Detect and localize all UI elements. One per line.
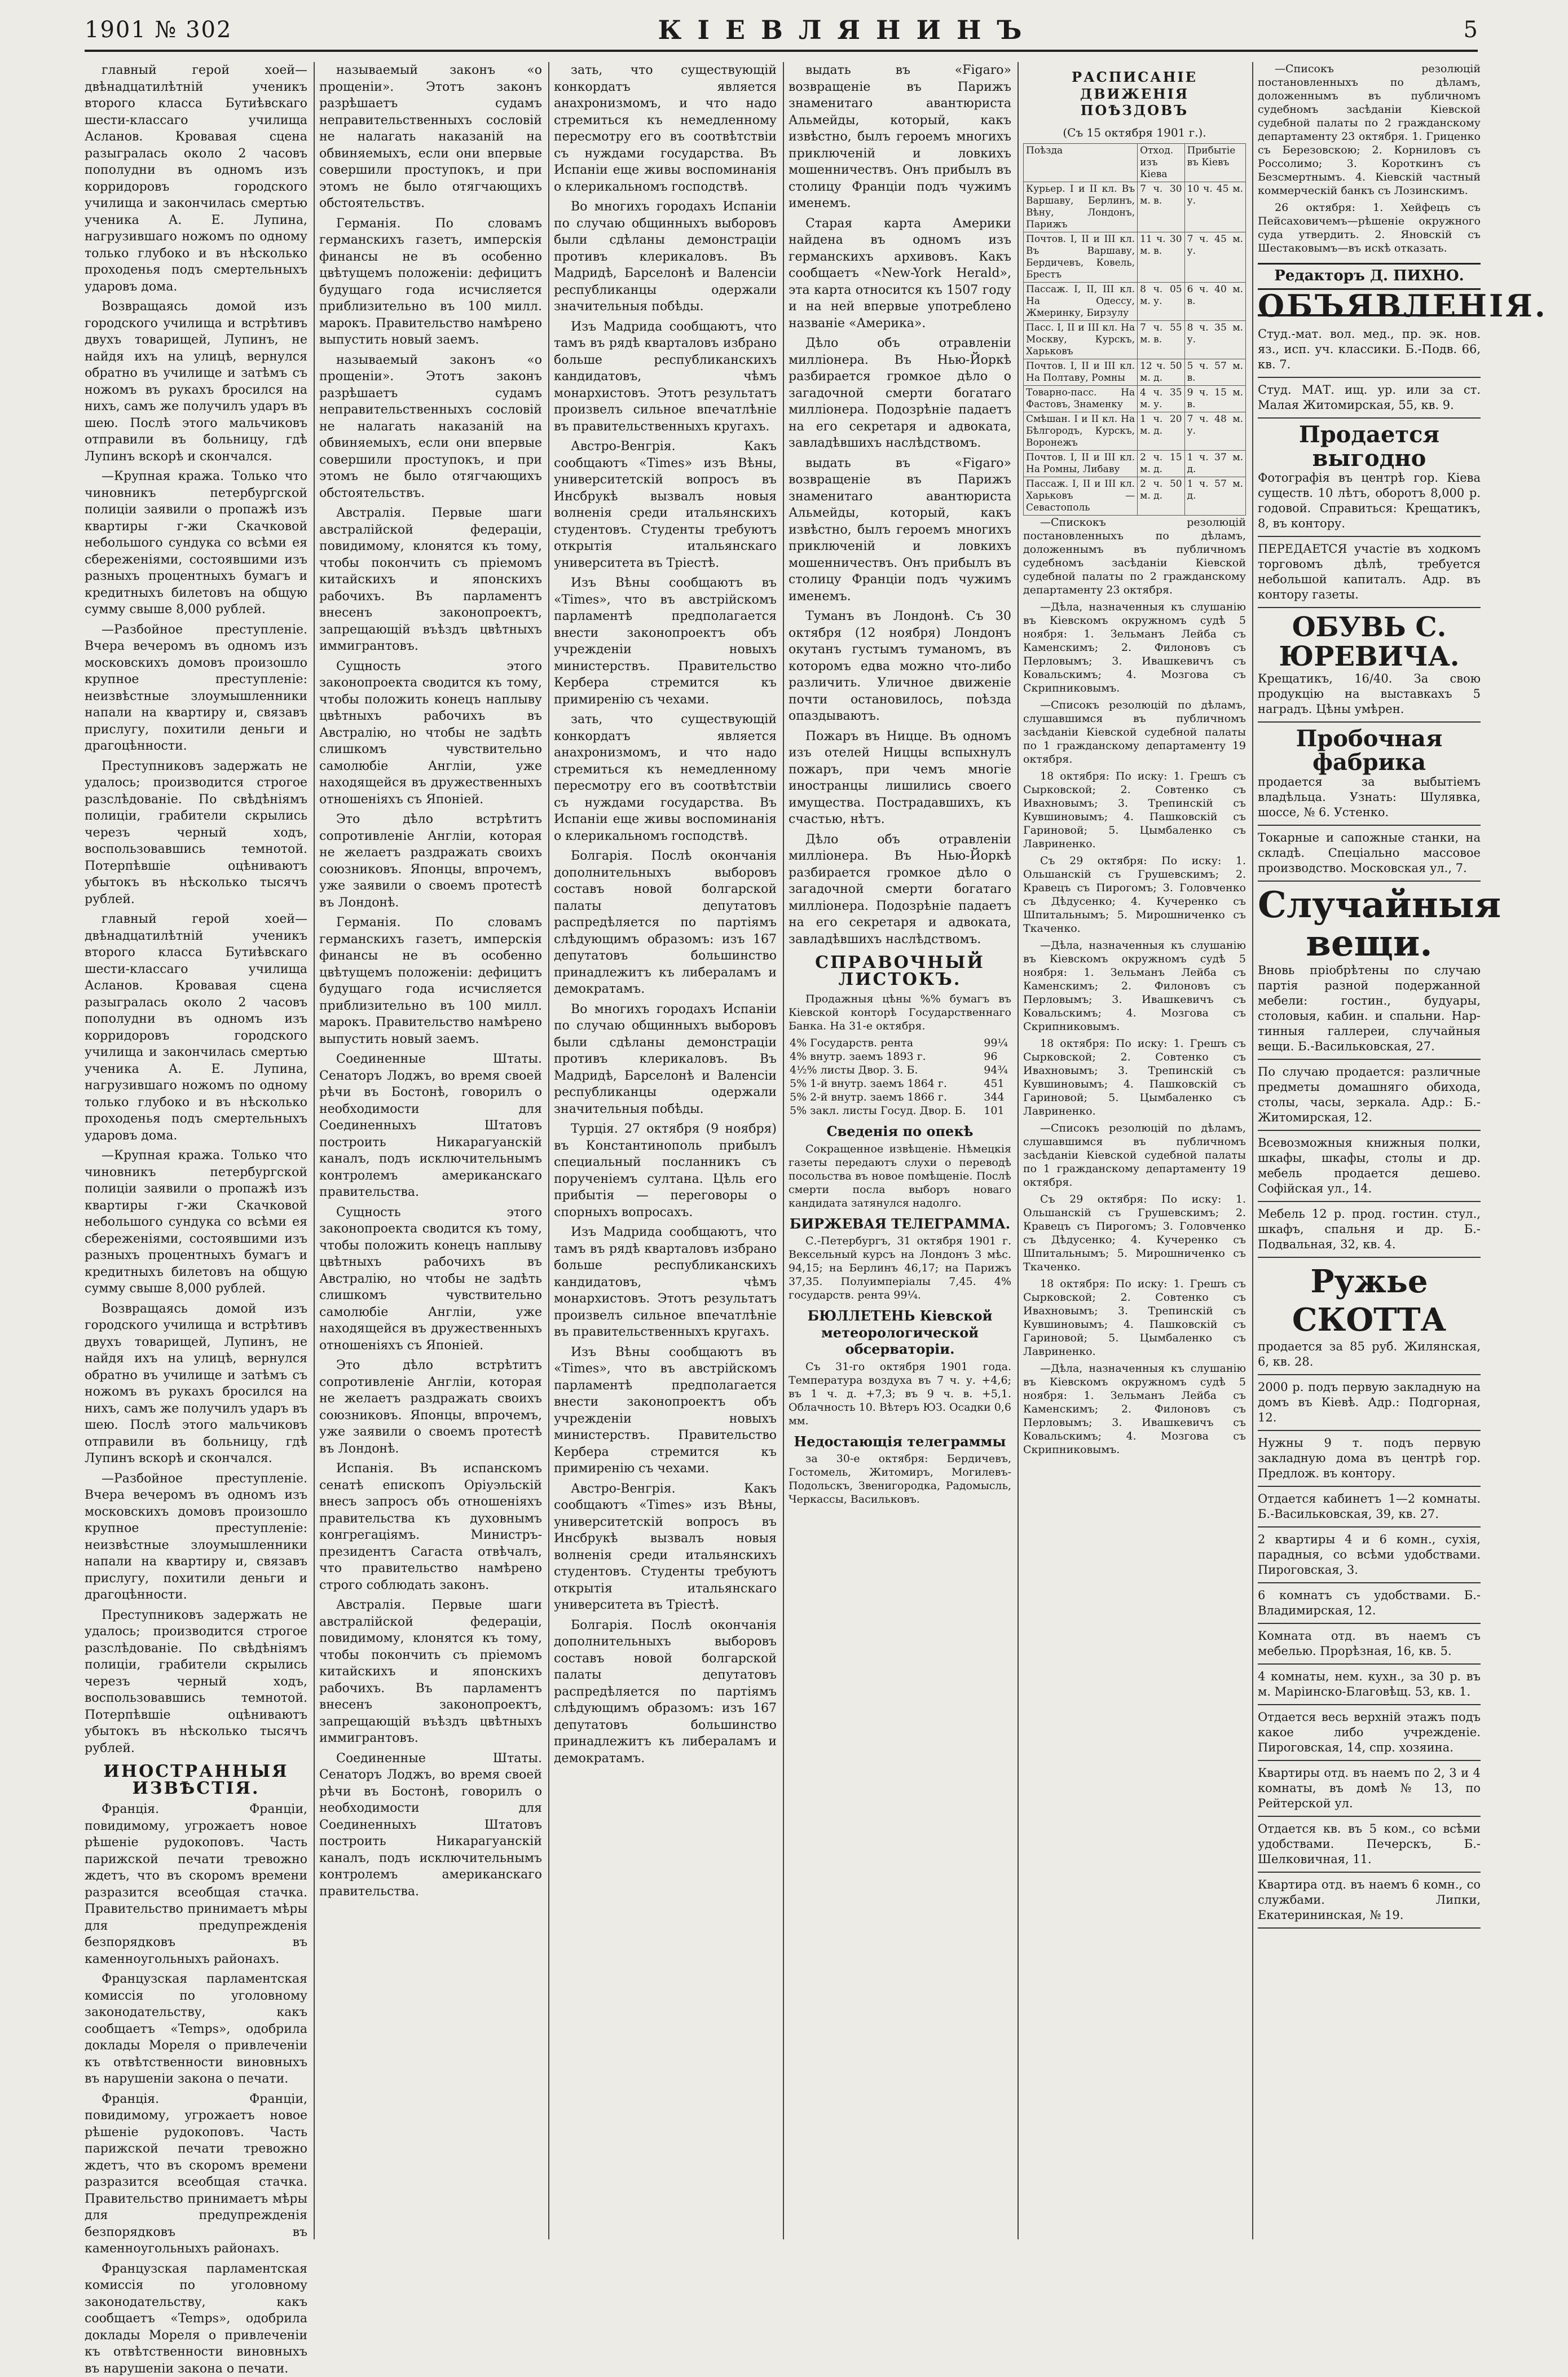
train-name: Товарно-пасс. На Фастовъ, Знаменку — [1024, 386, 1138, 412]
ad-text: Квартиры отд. въ наемъ по 2, 3 и 4 комнаты, въ домѣ № 13, по Рейтерской ул. — [1258, 1766, 1481, 1811]
article-paragraph: Австралія. Первые шаги австралійской федераціи, повидимому, клонятся къ тому, чтобы покончить съ пріемомъ китайскихъ и японскихъ рабочихъ. Въ парламентъ внесенъ законопроектъ, запрещающій въѣздъ цвѣтныхъ иммигрантовъ. — [319, 1597, 542, 1747]
arrival: 7 ч. 48 м. у. — [1184, 412, 1245, 451]
timetable-subtitle: (Съ 15 октября 1901 г.). — [1023, 125, 1246, 142]
departure: 4 ч. 35 м. у. — [1138, 386, 1184, 412]
train-name: Пассаж. I, II, III кл. На Одессу, Жмеринку, Бирзулу — [1024, 283, 1138, 321]
arrival: 8 ч. 35 м. у. — [1184, 321, 1245, 359]
ad-text: Мебель 12 р. прод. гостин. стул., шкафъ, спальня и др. Б.-Подвальная, 32, кв. 4. — [1258, 1207, 1481, 1252]
table-row — [789, 1090, 1011, 1104]
classified-ad — [1258, 1817, 1481, 1873]
table-row — [1024, 232, 1246, 283]
table-row — [1024, 412, 1246, 451]
ad-headline: Продается выгодно — [1258, 423, 1481, 470]
column-1 — [85, 62, 307, 2239]
rates-intro: Продажныя цѣны %% бумагъ въ Кіевской конторѣ Государственнаго Банка. На 31-е октября. — [789, 992, 1011, 1033]
arrival: 5 ч. 57 м. в. — [1184, 359, 1245, 386]
court-notice: Съ 29 октября: По иску: 1. Ольшанскій съ Грушевскимъ; 2. Кравецъ съ Пирогомъ; 3. Головченко съ Дѣдусенко; 4. Кучеренко съ Шпитальнымъ; 5. Мирошниченко съ Ткаченко. — [1023, 854, 1246, 935]
page-number: 5 — [1464, 17, 1478, 43]
ad-headline: Ружье СКОТТА — [1258, 1262, 1481, 1339]
departure: 11 ч. 30 м. в. — [1138, 232, 1184, 283]
column-5 — [1023, 62, 1246, 2239]
classified-ad — [1258, 1487, 1481, 1528]
article-paragraph: выдать въ «Figaro» возвращеніе въ Парижъ знаменитаго авантюриста Альмейды, который, какъ извѣстно, былъ героемъ многихъ приключеній и ловкихъ мошенничествъ. Онъ прибылъ въ столицу Франціи подъ чужимъ именемъ. — [789, 455, 1011, 605]
ad-text: Токарные и сапожные станки, на складѣ. Спеціально массовое производство. Московская ул., 7. — [1258, 830, 1481, 876]
article-paragraph: называемый законъ «о прощеніи». Этотъ законъ разрѣшаетъ судамъ неправительственныхъ сословій не налагать наказаній на обвиняемыхъ, если они впервые совершили проступокъ, и при этомъ не было отягчающихъ обстоятельствъ. — [319, 62, 542, 212]
article-paragraph: —Крупная кража. Только что чиновникъ петербургской полиціи заявили о пропажѣ изъ квартиры г-жи Скачковой небольшого сундука со всѣми ея сбереженіями, состоявшими изъ разныхъ процентныхъ бумагъ и кредитныхъ билетовъ на общую сумму свыше 8,000 рублей. — [85, 468, 307, 618]
rate-name: 5% 1-й внутр. заемъ 1864 г. — [789, 1077, 983, 1090]
court-notice: 18 октября: По иску: 1. Грешъ съ Сырковской; 2. Совтенко съ Ивахновымъ; 3. Трепинскій съ Кувшиновымъ; 4. Пашковскій съ Гариновой; 5. Цымбаленко съ Лавриненко. — [1023, 1277, 1246, 1358]
departure: 2 ч. 50 м. д. — [1138, 477, 1184, 516]
article-paragraph: за 30-е октября: Бердичевъ, Гостомель, Житомиръ, Могилевъ-Подольскъ, Звенигородка, Радомысль, Черкассы, Васильковъ. — [789, 1452, 1011, 1506]
newspaper-title: КІЕВЛЯНИНЪ — [658, 15, 1038, 45]
classified-ad — [1258, 1431, 1481, 1487]
article-paragraph: Французская парламентская комиссія по уголовному законодательству, какъ сообщаетъ «Temps», одобрила доклады Мореля о привлеченіи къ отвѣтственности виновныхъ въ нарушеніи закона о печати. — [85, 2261, 307, 2377]
departure: 8 ч. 05 м. у. — [1138, 283, 1184, 321]
rate-value: 94¾ — [983, 1063, 1011, 1077]
column-4 — [789, 62, 1011, 2239]
article-paragraph: Возвращаясь домой изъ городского училища и встрѣтивъ двухъ товарищей, Лупинъ, не найдя ихъ на улицѣ, вернулся обратно въ училище и затѣмъ съ ножомъ въ рукахъ бросился на нихъ, самъ же получилъ ударъ въ шею. Послѣ этого мальчиковъ отправили въ больницу, гдѣ Лупинъ вскорѣ и скончался. — [85, 298, 307, 465]
article-paragraph: главный герой хоей—двѣнадцатилѣтній ученикъ второго класса Бутиѣвскаго шести-классаго училища Асланов. Кровавая сцена разыгралась около 2 часовъ пополудни въ одномъ изъ корридоровъ городского училища и закончилась смертью ученика А. Е. Лупина, нагрузившаго ножомъ по одному только глубоко и въ нѣсколько проходенья подъ смертельныхъ ударовъ дома. — [85, 911, 307, 1144]
rate-value: 96 — [983, 1050, 1011, 1063]
article-paragraph: Возвращаясь домой изъ городского училища и встрѣтивъ двухъ товарищей, Лупинъ, не найдя ихъ на улицѣ, вернулся обратно въ училище и затѣмъ съ ножомъ въ рукахъ бросился на нихъ, самъ же получилъ ударъ въ шею. Послѣ этого мальчиковъ отправили въ больницу, гдѣ Лупинъ вскорѣ и скончался. — [85, 1301, 307, 1467]
rate-name: 4% внутр. заемъ 1893 г. — [789, 1050, 983, 1063]
article-paragraph: зать, что существующій конкордатъ является анахронизмомъ, и что надо стремиться къ немедленному пересмотру его въ соотвѣтствіи съ нуждами государства. Въ Испаніи еще живы воспоминанія о клерикальномъ господствѣ. — [554, 62, 777, 195]
article-paragraph: Изъ Вѣны сообщаютъ въ «Times», что въ австрійскомъ парламентѣ предполагается внести законопроектъ объ учрежденіи новыхъ министерствъ. Правительство Кербера стремится къ примиренію съ чехами. — [554, 575, 777, 708]
column-3 — [554, 62, 777, 2239]
article-paragraph: Французская парламентская комиссія по уголовному законодательству, какъ сообщаетъ «Temps», одобрила доклады Мореля о привлеченіи къ отвѣтственности виновныхъ въ нарушеніи закона о печати. — [85, 1971, 307, 2088]
rate-name: 4½% листы Двор. З. Б. — [789, 1063, 983, 1077]
table-row — [789, 1104, 1011, 1117]
classified-ad — [1258, 1873, 1481, 1929]
rate-name: 4% Государств. рента — [789, 1036, 983, 1050]
classified-ad — [1258, 608, 1481, 723]
article-paragraph: Изъ Вѣны сообщаютъ въ «Times», что въ австрійскомъ парламентѣ предполагается внести законопроектъ объ учрежденіи новыхъ министерствъ. Правительство Кербера стремится къ примиренію съ чехами. — [554, 1344, 777, 1477]
article-paragraph: Изъ Мадрида сообщаютъ, что тамъ въ рядѣ кварталовъ избрано больше республиканскихъ кандидатовъ, чѣмъ монархистовъ. Этотъ результатъ произвелъ сильное впечатлѣніе въ правительственныхъ кругахъ. — [554, 319, 777, 435]
column-rule — [1018, 62, 1019, 2239]
table-header-row — [1024, 144, 1246, 182]
ad-text: Нужны 9 т. подъ первую закладную дома въ центрѣ гор. Предлож. въ контору. — [1258, 1436, 1481, 1481]
arrival: 7 ч. 45 м. у. — [1184, 232, 1245, 283]
classified-ad — [1258, 1665, 1481, 1705]
ad-text: Отдается весь верхній этажъ подъ какое либо учрежденіе. Пироговская, 14, спр. хозяина. — [1258, 1710, 1481, 1755]
classified-ad — [1258, 378, 1481, 419]
court-notice: Съ 29 октября: По иску: 1. Ольшанскій съ Грушевскимъ; 2. Кравецъ съ Пирогомъ; 3. Головченко съ Дѣдусенко; 4. Кучеренко съ Шпитальнымъ; 5. Мирошниченко съ Ткаченко. — [1023, 1192, 1246, 1274]
table-row — [789, 1077, 1011, 1090]
article-paragraph: —Разбойное преступленіе. Вчера вечеромъ въ одномъ изъ московскихъ домовъ произошло крупное преступленіе: неизвѣстные злоумышленники напали на квартиру и, связавъ прислугу, похитили деньги и драгоцѣнности. — [85, 1471, 307, 1604]
rate-value: 99¼ — [983, 1036, 1011, 1050]
court-notice: 18 октября: По иску: 1. Грешъ съ Сырковской; 2. Совтенко съ Ивахновымъ; 3. Трепинскій съ Кувшиновымъ; 4. Пашковскій съ Гариновой; 5. Цымбаленко съ Лавриненко. — [1023, 1037, 1246, 1118]
article-paragraph: Австралія. Первые шаги австралійской федераціи, повидимому, клонятся къ тому, чтобы покончить съ пріемомъ китайскихъ и японскихъ рабочихъ. Въ парламентъ внесенъ законопроектъ, запрещающій въѣздъ цвѣтныхъ иммигрантовъ. — [319, 505, 542, 655]
arrival: 6 ч. 40 м. в. — [1184, 283, 1245, 321]
article-paragraph: Старая карта Америки найдена въ одномъ изъ германскихъ архивовъ. Какъ сообщаетъ «New-York Herald», эта карта относится къ 1507 году и на ней впервые употреблено названіе «Америка». — [789, 215, 1011, 332]
article-paragraph: Соединенные Штаты. Сенаторъ Лоджъ, во время своей рѣчи въ Бостонѣ, говорилъ о необходимости для Соединенныхъ Штатовъ построить Никарагуанскій каналъ, подъ исключительнымъ контролемъ американскаго правительства. — [319, 1051, 542, 1201]
table-row — [1024, 451, 1246, 477]
classified-ad — [1258, 1624, 1481, 1665]
train-name: Пассаж. I, II и III кл. Харьковъ — Севастополь — [1024, 477, 1138, 516]
article-paragraph: выдать въ «Figaro» возвращеніе въ Парижъ знаменитаго авантюриста Альмейды, который, какъ извѣстно, былъ героемъ многихъ приключеній и ловкихъ мошенничествъ. Онъ прибылъ въ столицу Франціи подъ чужимъ именемъ. — [789, 62, 1011, 212]
ad-text: 6 комнатъ съ удобствами. Б.-Владимирская, 12. — [1258, 1588, 1481, 1618]
rates-table — [789, 1036, 1011, 1117]
classified-ad — [1258, 1131, 1481, 1202]
ad-text: Студ. МАТ. ищ. ур. или за ст. Малая Житомирская, 55, кв. 9. — [1258, 382, 1481, 413]
table-row — [789, 1063, 1011, 1077]
article-paragraph: главный герой хоей—двѣнадцатилѣтній ученикъ второго класса Бутиѣвскаго шести-классаго училища Асланов. Кровавая сцена разыгралась около 2 часовъ пополудни въ одномъ изъ корридоровъ городского училища и закончилась смертью ученика А. Е. Лупина, нагрузившаго ножомъ по одному только глубоко и въ нѣсколько проходенья подъ смертельныхъ ударовъ дома. — [85, 62, 307, 295]
train-name: Почтов. I, II и III кл. Въ Варшаву, Бердичевъ, Ковель, Брестъ — [1024, 232, 1138, 283]
arrival: 1 ч. 37 м. д. — [1184, 451, 1245, 477]
page-header — [85, 10, 1478, 52]
classified-ad — [1258, 826, 1481, 882]
subsection-heading: Недостающія телеграммы — [789, 1433, 1011, 1450]
column-rule — [548, 62, 549, 2239]
departure: 7 ч. 55 м. в. — [1138, 321, 1184, 359]
editor-line: Редакторъ Д. ПИХНО. — [1258, 263, 1481, 290]
classified-ad — [1258, 322, 1481, 378]
subsection-heading: БЮЛЛЕТЕНЬ Кіевской метеорологической обсерваторіи. — [789, 1308, 1011, 1358]
article-paragraph: Австро-Венгрія. Какъ сообщаютъ «Times» изъ Вѣны, университетскій вопросъ въ Инсбрукѣ вызвалъ новыя волненія среди итальянскихъ студентовъ. Студенты требуютъ открытія итальянскаго университета въ Тріестѣ. — [554, 438, 777, 571]
article-paragraph: Турція. 27 октября (9 ноября) въ Константинополь прибылъ специальный посланникъ съ порученіемъ султана. Цѣль его прибытія — переговоры о спорныхъ вопросахъ. — [554, 1121, 777, 1221]
subsection-heading: БИРЖЕВАЯ ТЕЛЕГРАММА. — [789, 1216, 1011, 1232]
timetable-table — [1023, 143, 1246, 516]
article-paragraph: Германія. По словамъ германскихъ газетъ, имперскія финансы не въ особенно цвѣтущемъ положеніи: дефицитъ будущаго года исчисляется приблизительно въ 100 милл. марокъ. Правительство намѣрено выпустить новый заемъ. — [319, 914, 542, 1047]
court-notice: —Дѣла, назначенныя къ слушанію въ Кіевскомъ окружномъ судѣ 5 ноября: 1. Зельманъ Лейба съ Каменскимъ; 2. Филоновъ съ Перловымъ; 3. Ивашкевичъ съ Ковальскимъ; 4. Мозгова съ Скрипниковымъ. — [1023, 939, 1246, 1033]
table-row — [1024, 477, 1246, 516]
ad-text: По случаю продается: различные предметы домашняго обихода, столы, часы, зеркала. Адр.: Б.-Житомирская, 12. — [1258, 1064, 1481, 1125]
timetable-heading: РАСПИСАНІЕ ДВИЖЕНІЯ ПОѢЗДОВЪ — [1023, 69, 1246, 119]
ad-headline: ОБУВЬ С. ЮРЕВИЧА. — [1258, 613, 1481, 671]
section-heading-reference: СПРАВОЧНЫЙ ЛИСТОКЪ. — [789, 954, 1011, 988]
rate-value: 101 — [983, 1104, 1011, 1117]
arrival: 10 ч. 45 м. у. — [1184, 182, 1245, 232]
ad-text: Студ.-мат. вол. мед., пр. эк. нов. яз., исп. уч. классики. Б.-Подв. 66, кв. 7. — [1258, 327, 1481, 372]
column-rule — [783, 62, 784, 2239]
table-row — [1024, 182, 1246, 232]
article-paragraph: Франція. Франціи, повидимому, угрожаетъ новое рѣшеніе рудокоповъ. Часть парижской печати тревожно ждетъ, что въ скоромъ времени разразится всеобщая стачка. Правительство принимаетъ мѣры для предупрежденія безпорядковъ въ каменноугольныхъ районахъ. — [85, 2091, 307, 2257]
court-notice: —Списокъ резолюцій по дѣламъ, слушавшимся въ публичномъ засѣданіи Кіевской судебной палаты по 1 гражданскому департаменту 19 октября. — [1023, 1121, 1246, 1189]
article-paragraph: Сущность этого законопроекта сводится къ тому, чтобы положить конецъ наплыву цвѣтныхъ рабочихъ въ Австралію, но чтобы не задѣть слишкомъ чувствительно самолюбіе Англіи, уже находящейся въ дружественныхъ отношеніяхъ съ Японіей. — [319, 1204, 542, 1354]
ad-text: Крещатикъ, 16/40. За свою продукцію на выставкахъ 5 наградъ. Цѣны умѣрен. — [1258, 671, 1481, 717]
ad-text: 2000 р. подъ первую закладную на домъ въ Кіевѣ. Адр.: Подгорная, 12. — [1258, 1380, 1481, 1425]
ad-text: 2 квартиры 4 и 6 комн., сухія, парадныя, со всѣми удобствами. Пироговская, 3. — [1258, 1532, 1481, 1578]
train-name: Почтов. I, II и III кл. На Ромны, Либаву — [1024, 451, 1138, 477]
article-paragraph: Туманъ въ Лондонѣ. Съ 30 октября (12 ноября) Лондонъ окутанъ густымъ туманомъ, въ которомъ едва можно что-либо различить. Уличное движеніе почти остановилось, поѣзда опаздываютъ. — [789, 608, 1011, 725]
table-row — [789, 1036, 1011, 1050]
arrival: 9 ч. 15 м. в. — [1184, 386, 1245, 412]
departure: 2 ч. 15 м. д. — [1138, 451, 1184, 477]
article-paragraph: называемый законъ «о прощеніи». Этотъ законъ разрѣшаетъ судамъ неправительственныхъ сословій не налагать наказаній на обвиняемыхъ, если они впервые совершили проступокъ, и при этомъ не было отягчающихъ обстоятельствъ. — [319, 352, 542, 502]
ad-text: Квартира отд. въ наемъ 6 комн., со службами. Липки, Екатерининская, № 19. — [1258, 1877, 1481, 1923]
table-row — [1024, 359, 1246, 386]
classified-ad — [1258, 1258, 1481, 1375]
rate-name: 5% закл. листы Госуд. Двор. Б. — [789, 1104, 983, 1117]
article-paragraph: Изъ Мадрида сообщаютъ, что тамъ въ рядѣ кварталовъ избрано больше республиканскихъ кандидатовъ, чѣмъ монархистовъ. Этотъ результатъ произвелъ сильное впечатлѣніе въ правительственныхъ кругахъ. — [554, 1224, 777, 1341]
article-paragraph: Франція. Франціи, повидимому, угрожаетъ новое рѣшеніе рудокоповъ. Часть парижской печати тревожно ждетъ, что въ скоромъ времени разразится всеобщая стачка. Правительство принимаетъ мѣры для предупрежденія безпорядковъ въ каменноугольныхъ районахъ. — [85, 1801, 307, 1967]
ad-headline: Пробочная фабрика — [1258, 727, 1481, 774]
ad-text: продается за выбытіемъ владѣльца. Узнать: Шулявка, шоссе, № 6. Устенко. — [1258, 774, 1481, 820]
ads-heading: ОБЪЯВЛЕНІЯ. — [1258, 298, 1481, 317]
ad-text: Комната отд. въ наемъ съ мебелью. Прорѣзная, 16, кв. 5. — [1258, 1628, 1481, 1659]
article-paragraph: Пожаръ въ Ницце. Въ одномъ изъ отелей Ниццы вспыхнулъ пожаръ, при чемъ многіе иностранцы лишились своего имущества. Пострадавшихъ, къ счастью, нѣтъ. — [789, 728, 1011, 828]
court-notice: —Дѣла, назначенныя къ слушанію въ Кіевскомъ окружномъ судѣ 5 ноября: 1. Зельманъ Лейба съ Каменскимъ; 2. Филоновъ съ Перловымъ; 3. Ивашкевичъ съ Ковальскимъ; 4. Мозгова съ Скрипниковымъ. — [1023, 1362, 1246, 1456]
classified-ad — [1258, 1583, 1481, 1624]
train-name: Курьер. I и II кл. Въ Варшаву, Берлинъ, Вѣну, Лондонъ, Парижъ — [1024, 182, 1138, 232]
column-6 — [1258, 62, 1481, 2239]
table-row — [1024, 321, 1246, 359]
ad-text: Фотографія въ центрѣ гор. Кіева существ. 10 лѣтъ, оборотъ 8,000 р. годовой. Справиться: Крещатикъ, 8, въ контору. — [1258, 470, 1481, 531]
article-paragraph: —Крупная кража. Только что чиновникъ петербургской полиціи заявили о пропажѣ изъ квартиры г-жи Скачковой небольшого сундука со всѣми ея сбереженіями, состоявшими изъ разныхъ процентныхъ бумагъ и кредитныхъ билетовъ на общую сумму свыше 8,000 рублей. — [85, 1147, 307, 1297]
classified-ad — [1258, 1528, 1481, 1583]
train-name: Пасс. I, II и III кл. На Москву, Курскъ, Харьковъ — [1024, 321, 1138, 359]
ad-text: Вновь пріобрѣтены по случаю партія разной подержанной мебели: гостин., будуары, столовыя, кабин. и спальни. Нар-тинныя галлереи, случайныя вещи. Б.-Васильковская, 27. — [1258, 963, 1481, 1054]
article-paragraph: Дѣло объ отравленіи милліонера. Въ Нью-Йоркѣ разбирается громкое дѣло о загадочной смерти богатаго милліонера. Подозрѣніе падаетъ на его секретаря и адвоката, завладѣвшихъ наслѣдствомъ. — [789, 335, 1011, 452]
table-row — [1024, 386, 1246, 412]
column-2 — [319, 62, 542, 2239]
article-paragraph: Это дѣло встрѣтитъ сопротивленіе Англіи, которая не желаетъ раздражать своихъ союзниковъ. Японцы, впрочемъ, уже заявили о своемъ протестѣ въ Лондонѣ. — [319, 1357, 542, 1457]
section-heading-foreign-news: ИНОСТРАННЫЯ ИЗВѢСТІЯ. — [85, 1763, 307, 1797]
table-row — [1024, 283, 1246, 321]
article-paragraph: —Разбойное преступленіе. Вчера вечеромъ въ одномъ изъ московскихъ домовъ произошло крупное преступленіе: неизвѣстные злоумышленники напали на квартиру и, связавъ прислугу, похитили деньги и драгоцѣнности. — [85, 622, 307, 755]
article-paragraph: Болгарія. Послѣ окончанія дополнительныхъ выборовъ составъ новой болгарской палаты депутатовъ распредѣляется по партіямъ слѣдующимъ образомъ: изъ 167 депутатовъ большинство принадлежитъ къ либераламъ и демократамъ. — [554, 848, 777, 998]
article-paragraph: Преступниковъ задержать не удалось; производится строгое разслѣдованіе. По свѣдѣніямъ полиціи, грабители скрылись черезъ черный ходъ, воспользовавшись темнотой. Потерпѣвшіе оцѣниваютъ убытокъ въ нѣсколько тысячъ рублей. — [85, 758, 307, 908]
court-notice: 26 октября: 1. Хейфецъ съ Пейсаховичемъ—рѣшеніе окружного суда утвердить. 2. Яновскій съ Шестаковымъ—въ искѣ отказать. — [1258, 201, 1481, 255]
article-paragraph: зать, что существующій конкордатъ является анахронизмомъ, и что надо стремиться къ немедленному пересмотру его въ соотвѣтствіи съ нуждами государства. Въ Испаніи еще живы воспоминанія о клерикальномъ господствѣ. — [554, 711, 777, 844]
classified-ad — [1258, 1705, 1481, 1761]
ad-text: Всевозможныя книжныя полки, шкафы, шкафы, столы и др. мебель продается дешево. Софійская ул., 14. — [1258, 1135, 1481, 1196]
rate-name: 5% 2-й внутр. заемъ 1866 г. — [789, 1090, 983, 1104]
subsection-heading: Сведенія по опекѣ — [789, 1123, 1011, 1140]
departure: 7 ч. 30 м. в. — [1138, 182, 1184, 232]
classified-ad — [1258, 1761, 1481, 1817]
classified-ad — [1258, 1202, 1481, 1258]
classified-ad — [1258, 723, 1481, 826]
article-paragraph: Болгарія. Послѣ окончанія дополнительныхъ выборовъ составъ новой болгарской палаты депутатовъ распредѣляется по партіямъ слѣдующимъ образомъ: изъ 167 депутатовъ большинство принадлежитъ къ либераламъ и демократамъ. — [554, 1617, 777, 1767]
bourse-text: С.-Петербургъ, 31 октября 1901 г. Вексельный курсъ на Лондонъ 3 мѣс. 94,15; на Берлинъ 46,17; на Парижъ 37,35. Полуимперіалы 7,45. 4% государств. рента 99¼. — [789, 1234, 1011, 1302]
court-notice: —Списокъ резолюцій по дѣламъ, слушавшимся въ публичномъ засѣданіи Кіевской судебной палаты по 1 гражданскому департаменту 19 октября. — [1023, 698, 1246, 766]
court-notice: —Спискокъ резолюцій постановленныхъ по дѣламъ, доложеннымъ въ публичномъ судебномъ засѣданіи Кіевской судебной палаты по 2 гражданскому департаменту 23 октября. — [1023, 516, 1246, 597]
ad-text: продается за 85 руб. Жилянская, 6, кв. 28. — [1258, 1339, 1481, 1370]
ad-headline: Случайныя вещи. — [1258, 886, 1481, 963]
arrival: 1 ч. 57 м. д. — [1184, 477, 1245, 516]
ad-text: ПЕРЕДАЕТСЯ участіе въ ходкомъ торговомъ дѣлѣ, требуется небольшой капиталъ. Адр. въ контору газеты. — [1258, 542, 1481, 602]
rate-value: 344 — [983, 1090, 1011, 1104]
weather-text: Съ 31-го октября 1901 года. Температура воздуха въ 7 ч. у. +4,6; въ 1 ч. д. +7,3; въ 9 ч. в. +5,1. Облачность 10. Вѣтеръ ЮЗ. Осадки 0,6 мм. — [789, 1360, 1011, 1428]
article-paragraph: Сокращенное извѣщеніе. Нѣмецкія газеты передаютъ слухи о переводѣ посольства въ новое помѣщеніе. Послѣ смерти посла выборъ новаго кандидата затянулся надолго. — [789, 1142, 1011, 1210]
article-paragraph: Германія. По словамъ германскихъ газетъ, имперскія финансы не въ особенно цвѣтущемъ положеніи: дефицитъ будущаго года исчисляется приблизительно въ 100 милл. марокъ. Правительство намѣрено выпустить новый заемъ. — [319, 215, 542, 349]
column-header: Прибытіе въ Кіевъ — [1184, 144, 1245, 182]
court-notice: —Списокъ резолюцій постановленныхъ по дѣламъ, доложеннымъ въ публичномъ судебномъ засѣданіи Кіевской судебной палаты по 2 гражданскому департаменту 23 октября. 1. Гриценко съ Березовскою; 2. Корниловъ съ Россолимо; 3. Короткинъ съ Безсмертнымъ. 4. Кіевскій частный коммерческій банкъ съ Лозинскимъ. — [1258, 62, 1481, 197]
article-paragraph: Преступниковъ задержать не удалось; производится строгое разслѣдованіе. По свѣдѣніямъ полиціи, грабители скрылись черезъ черный ходъ, воспользовавшись темнотой. Потерпѣвшіе оцѣниваютъ убытокъ въ нѣсколько тысячъ рублей. — [85, 1607, 307, 1757]
classified-ad — [1258, 1375, 1481, 1431]
court-notice: 18 октября: По иску: 1. Грешъ съ Сырковской; 2. Совтенко съ Ивахновымъ; 3. Трепинскій съ Кувшиновымъ; 4. Пашковскій съ Гариновой; 5. Цымбаленко съ Лавриненко. — [1023, 769, 1246, 851]
ad-text: 4 комнаты, нем. кухн., за 30 р. въ м. Маріинско-Благовѣщ. 53, кв. 1. — [1258, 1669, 1481, 1700]
article-paragraph: Дѣло объ отравленіи милліонера. Въ Нью-Йоркѣ разбирается громкое дѣло о загадочной смерти богатаго милліонера. Подозрѣніе падаетъ на его секретаря и адвоката, завладѣвшихъ наслѣдствомъ. — [789, 831, 1011, 948]
classified-ad — [1258, 537, 1481, 608]
column-header: Отход. изъ Кіева — [1138, 144, 1184, 182]
classified-ad — [1258, 1060, 1481, 1131]
classified-ad — [1258, 882, 1481, 1060]
article-paragraph: Во многихъ городахъ Испаніи по случаю общинныхъ выборовъ были сдѣланы демонстраціи противъ клерикаловъ. Въ Мадридѣ, Барселонѣ и Валенсіи республиканцы одержали значительныя побѣды. — [554, 1001, 777, 1118]
train-name: Почтов. I, II и III кл. На Полтаву, Ромны — [1024, 359, 1138, 386]
issue-number: 1901 № 302 — [85, 17, 232, 43]
ad-text: Отдается кабинетъ 1—2 комнаты. Б.-Васильковская, 39, кв. 27. — [1258, 1491, 1481, 1522]
departure: 12 ч. 50 м. д. — [1138, 359, 1184, 386]
article-paragraph: Сущность этого законопроекта сводится къ тому, чтобы положить конецъ наплыву цвѣтныхъ рабочихъ въ Австралію, но чтобы не задѣть слишкомъ чувствительно самолюбіе Англіи, уже находящейся въ дружественныхъ отношеніяхъ съ Японіей. — [319, 658, 542, 808]
table-row — [789, 1050, 1011, 1063]
article-paragraph: Соединенные Штаты. Сенаторъ Лоджъ, во время своей рѣчи въ Бостонѣ, говорилъ о необходимости для Соединенныхъ Штатовъ построить Никарагуанскій каналъ, подъ исключительнымъ контролемъ американскаго правительства. — [319, 1750, 542, 1900]
article-paragraph: Это дѣло встрѣтитъ сопротивленіе Англіи, которая не желаетъ раздражать своихъ союзниковъ. Японцы, впрочемъ, уже заявили о своемъ протестѣ въ Лондонѣ. — [319, 811, 542, 911]
court-notice: —Дѣла, назначенныя къ слушанію въ Кіевскомъ окружномъ судѣ 5 ноября: 1. Зельманъ Лейба съ Каменскимъ; 2. Филоновъ съ Перловымъ; 3. Ивашкевичъ съ Ковальскимъ; 4. Мозгова съ Скрипниковымъ. — [1023, 600, 1246, 695]
article-paragraph: Испанія. Въ испанскомъ сенатѣ епископъ Оріуэльскій внесъ запросъ объ отношеніяхъ правительства къ духовнымъ конгрегаціямъ. Министръ-президентъ Сагаста отвѣчалъ, что правительство намѣрено строго соблюдать законъ. — [319, 1460, 542, 1594]
classified-ad — [1258, 419, 1481, 537]
column-rule — [1252, 62, 1253, 2239]
column-header: Поѣзда — [1024, 144, 1138, 182]
departure: 1 ч. 20 м. д. — [1138, 412, 1184, 451]
ad-text: Отдается кв. въ 5 ком., со всѣми удобствами. Печерскъ, Б.-Шелковичная, 11. — [1258, 1821, 1481, 1867]
rate-value: 451 — [983, 1077, 1011, 1090]
train-name: Смѣшан. I и II кл. На Бѣлгородъ, Курскъ, Воронежъ — [1024, 412, 1138, 451]
column-rule — [314, 62, 315, 2239]
article-paragraph: Во многихъ городахъ Испаніи по случаю общинныхъ выборовъ были сдѣланы демонстраціи противъ клерикаловъ. Въ Мадридѣ, Барселонѣ и Валенсіи республиканцы одержали значительныя побѣды. — [554, 199, 777, 315]
article-paragraph: Австро-Венгрія. Какъ сообщаютъ «Times» изъ Вѣны, университетскій вопросъ въ Инсбрукѣ вызвалъ новыя волненія среди итальянскихъ студентовъ. Студенты требуютъ открытія итальянскаго университета въ Тріестѣ. — [554, 1481, 777, 1614]
